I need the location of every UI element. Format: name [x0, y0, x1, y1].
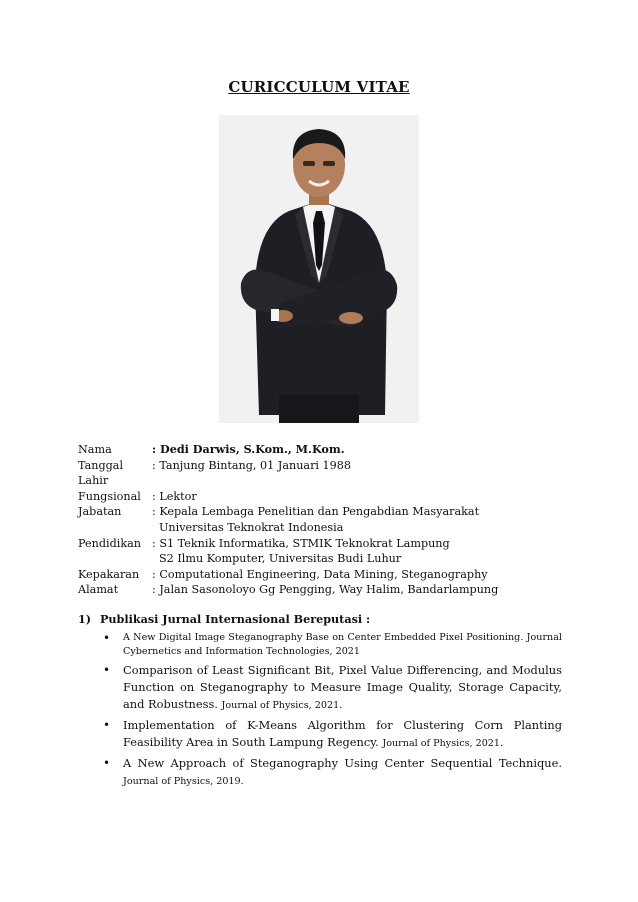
publication-journal: Journal of Physics, 2019. [123, 776, 244, 787]
publication-item [103, 631, 562, 659]
info-row-name [78, 442, 578, 458]
publication-title: A New Approach of Steganography Using Center Sequential Technique. [123, 756, 562, 770]
position-value-line1: : Kepala Lembaga Penelitian dan Pengabdian Masyarakat [152, 505, 480, 519]
education-label: Pendidikan [78, 536, 141, 550]
info-row-address [78, 582, 578, 598]
address-value: : Jalan Sasonoloyo Gg Pengging, Way Halim, Bandarlampung [152, 583, 499, 597]
section-title: Publikasi Jurnal Internasional Bereputasi : [100, 612, 371, 626]
bullet-icon: • [103, 663, 111, 677]
publication-journal: Journal Cybernetics and Information Technologies, 2021 [123, 632, 562, 657]
publication-title: Comparison of Least Significant Bit, Pixel Value Differencing, and Modulus Function on Steganography to Measure Image Quality, Storage Capacity, and Robustness. [123, 663, 562, 711]
publications-heading [78, 612, 562, 626]
birth-label: Tanggal Lahir [78, 458, 124, 488]
name-value: : Dedi Darwis, S.Kom., M.Kom. [152, 442, 345, 456]
publication-journal: Journal of Physics, 2021. [221, 700, 343, 711]
publications-section [78, 612, 562, 793]
portrait-illustration [219, 115, 419, 423]
education-value-line2: S2 Ilmu Komputer, Universitas Budi Luhur [159, 552, 402, 566]
info-row-functional [78, 489, 578, 505]
expertise-value: : Computational Engineering, Data Mining, Steganography [152, 567, 488, 581]
education-value-line1: : S1 Teknik Informatika, STMIK Teknokrat Lampung [152, 536, 450, 550]
profile-info [78, 442, 578, 598]
functional-label: Fungsional [78, 489, 141, 503]
publication-list [78, 631, 562, 790]
position-value [152, 504, 578, 535]
section-number: 1) [78, 612, 92, 626]
publication-item [103, 717, 562, 752]
position-label: Jabatan [78, 505, 122, 519]
education-value [152, 536, 578, 567]
info-row-birth [78, 458, 578, 489]
expertise-label: Kepakaran [78, 567, 140, 581]
bullet-icon: • [103, 756, 111, 770]
functional-value: : Lektor [152, 489, 197, 503]
publication-title: Implementation of K-Means Algorithm for Clustering Corn Planting Feasibility Area in South Lampung Regency. [123, 718, 562, 749]
info-row-education [78, 536, 578, 567]
name-label: Nama [78, 443, 112, 456]
publication-item [103, 662, 562, 714]
bullet-icon: • [103, 718, 111, 732]
profile-photo [219, 115, 419, 423]
birth-value: : Tanjung Bintang, 01 Januari 1988 [152, 458, 352, 472]
bullet-icon: • [103, 631, 111, 645]
address-label: Alamat [78, 583, 119, 597]
publication-journal: Journal of Physics, 2021. [382, 738, 504, 749]
publication-title: A New Digital Image Steganography Base on Center Embedded Pixel Positioning. [123, 632, 524, 643]
publication-item [103, 755, 562, 790]
info-row-position [78, 504, 578, 535]
info-row-expertise [78, 567, 578, 583]
cv-title: CURICCULUM VITAE [228, 78, 410, 96]
position-value-line2: Universitas Teknokrat Indonesia [159, 520, 344, 534]
